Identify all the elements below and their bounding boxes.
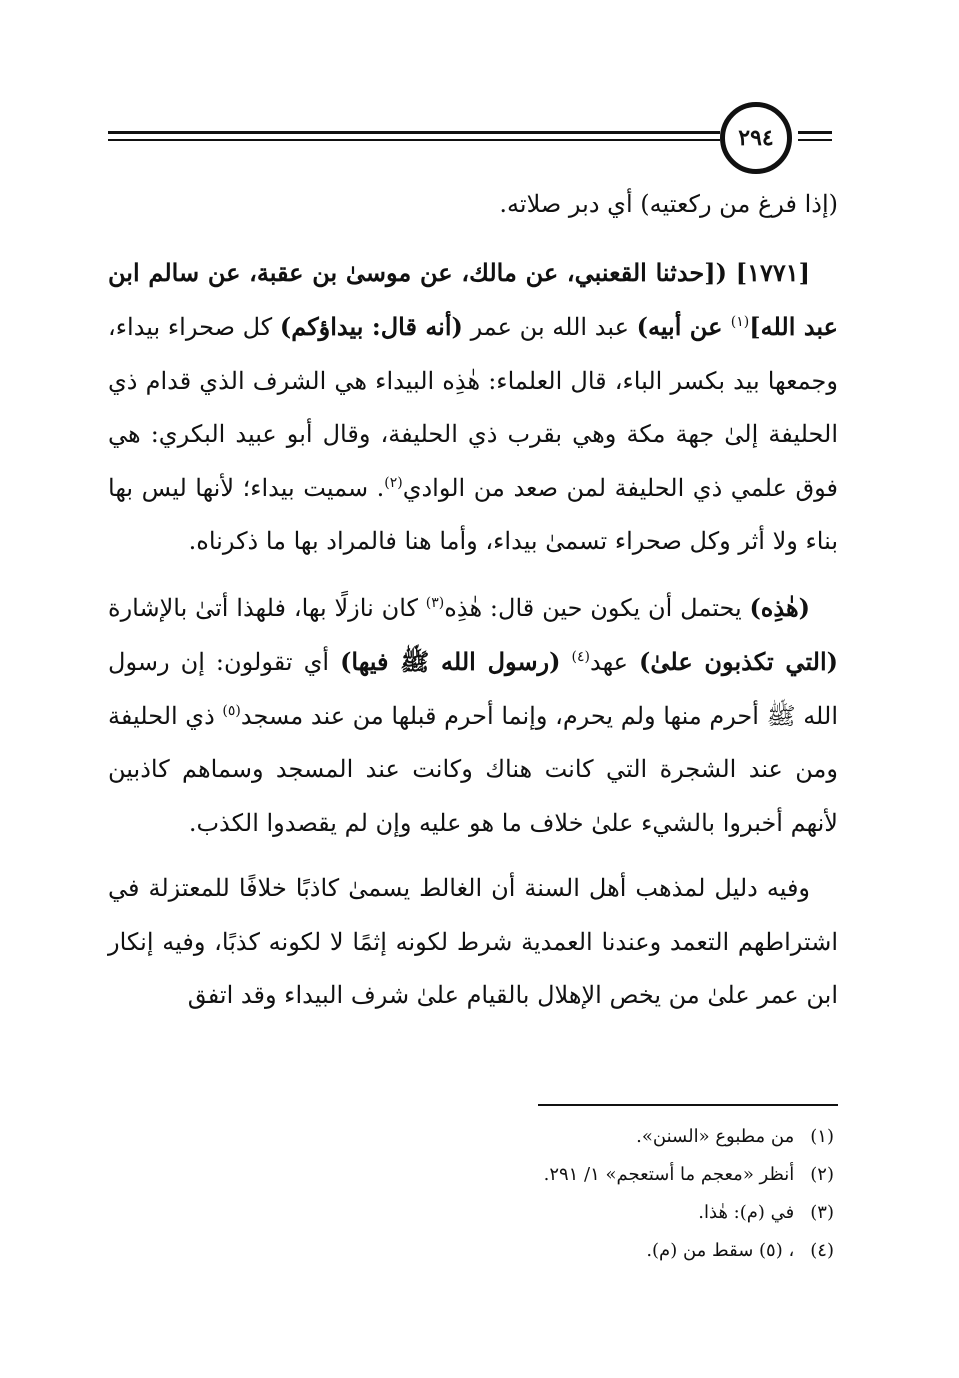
footnote-number: (٣) xyxy=(810,1202,834,1223)
footnote-item xyxy=(108,1232,834,1270)
quoted-phrase: (التي تكذبون علىٰ) xyxy=(639,647,839,676)
paragraph-1 xyxy=(108,178,838,232)
commentary-text: . سميت بيداء؛ لأنها ليس بها بناء ولا أثر وكل صحراء تسمىٰ بيداء، وأما هنا فالمراد بها ما ذكرناه. xyxy=(108,473,838,555)
header-rule xyxy=(798,131,832,134)
main-text xyxy=(108,178,838,1035)
commentary-text: يحتمل أن يكون حين قال: هٰذِه xyxy=(444,593,750,622)
commentary-text: أي تقولون: إن رسول الله ﷺ أحرم منها ولم يحرم، وإنما أحرم قبلها من عند مسجد xyxy=(108,648,838,730)
footnote-number: (١) xyxy=(810,1126,834,1147)
paragraph-3 xyxy=(108,581,838,851)
footnote-text: أنظر «معجم ما أستعجم» ١/ ٢٩١. xyxy=(543,1164,795,1185)
hadith-isnad: [١٧٧١] ([حدثنا القعنبي، عن مالك، عن موسىٰ بن عقبة، عن سالم ابن عبد الله] xyxy=(108,257,838,341)
footnote-text: ، (٥) سقط من (م). xyxy=(646,1240,795,1261)
footnote-number: (٤) xyxy=(810,1240,834,1261)
footnote-ref-1: (١) xyxy=(730,314,750,330)
footnote-ref-5: (٥) xyxy=(222,702,241,719)
commentary-text xyxy=(561,648,572,676)
paragraph-1-text: (إذا فرغ من ركعتيه) أي دبر صلاته. xyxy=(499,190,838,218)
commentary-text: عبد الله بن عمر xyxy=(462,313,637,341)
footnote-item xyxy=(108,1118,834,1156)
footnote-text: في (م): هٰذا. xyxy=(698,1202,795,1223)
quoted-word: (هٰذِه) xyxy=(749,592,810,622)
footnote-ref-4: (٤) xyxy=(571,649,591,665)
header-rule xyxy=(798,139,832,141)
commentary-text: ذي الحليفة ومن عند الشجرة التي كانت هناك وكانت عند المسجد وسماهم كاذبين لأنهم أخبروا بالشيء علىٰ خلاف ما هو عليه وإن لم يقصدوا الكذب. xyxy=(108,701,838,837)
header-rule xyxy=(108,131,720,134)
paragraph-hadith-1771 xyxy=(108,246,838,569)
paragraph-4 xyxy=(108,862,838,1023)
footnote-item xyxy=(108,1156,834,1194)
footnote-number: (٢) xyxy=(810,1164,834,1185)
footnotes xyxy=(108,1118,834,1270)
footnote-text: من مطبوع «السنن». xyxy=(636,1126,795,1147)
footnote-separator xyxy=(538,1104,838,1106)
footnote-ref-3: (٣) xyxy=(425,594,445,611)
commentary-text: كل صحراء بيداء، وجمعها بيد بكسر الباء، قال العلماء: هٰذِه البيداء هي الشرف الذي قدام ذي الحليفة إلىٰ جهة مكة وهي بقرب ذي الحليفة، وقال أبو عبيد البكري: هي فوق علمي ذي الحليفة لمن صعد من الوادي xyxy=(108,313,838,502)
commentary-text: عهد xyxy=(590,648,640,676)
page-header xyxy=(108,100,838,180)
page-number: ٢٩٤ xyxy=(720,102,792,174)
hadith-matn: (أنه قال: بيداؤكم) xyxy=(279,312,463,341)
paragraph-4-text: وفيه دليل لمذهب أهل السنة أن الغالط يسمىٰ كاذبًا خلافًا للمعتزلة في اشتراطهم التعمد وعندنا العمدية شرط لكونه إثمًا لا لكونه كذبًا، وفيه إنكار ابن عمر علىٰ من يخص الإهلال بالقيام علىٰ شرف البيداء وقد اتفق xyxy=(108,874,838,1009)
footnote-ref-2: (٢) xyxy=(384,474,403,491)
commentary-text: كان نازلًا بها، فلهذا أتىٰ بالإشارة xyxy=(108,593,426,622)
hadith-isnad-end: عن أبيه) xyxy=(636,312,731,341)
header-rule xyxy=(108,139,720,141)
footnote-item xyxy=(108,1194,834,1232)
quoted-phrase: (رسول الله ﷺ فيها) xyxy=(340,647,561,676)
